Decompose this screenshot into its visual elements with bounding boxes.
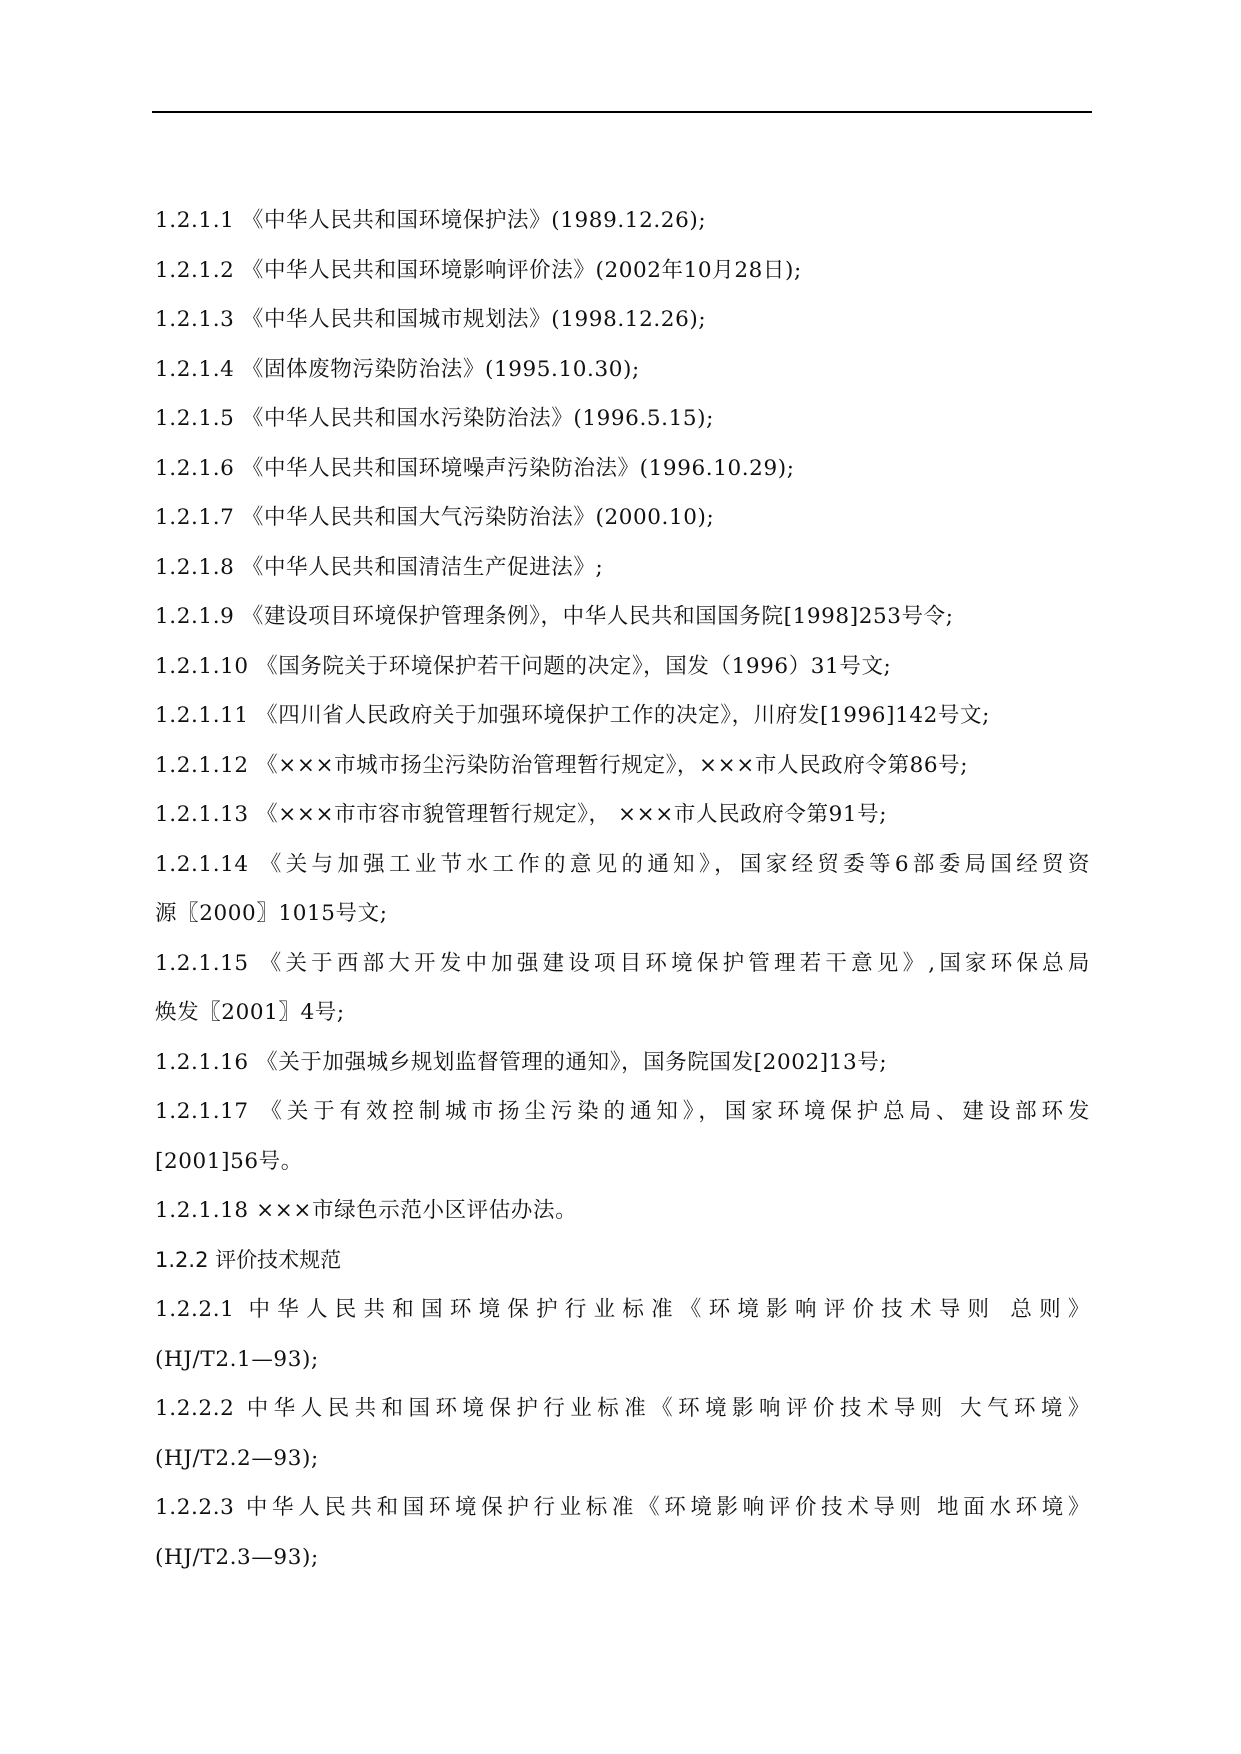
text-line: 1.2.1.12 《×××市城市扬尘污染防治管理暂行规定》，×××市人民政府令第86号; [155,752,969,778]
text-line: 1.2.1.6 《中华人民共和国环境噪声污染防治法》(1996.10.29); [155,455,795,481]
section-heading: 1.2.2 评价技术规范 [155,1247,342,1272]
text-line: (HJ/T2.3—93); [155,1544,319,1570]
text-line: 1.2.2.1 中华人民共和国环境保护行业标准《环境影响评价技术导则 总则》 [155,1297,1090,1322]
text-line: (HJ/T2.1—93); [155,1346,319,1372]
text-line: 1.2.1.5 《中华人民共和国水污染防治法》(1996.5.15); [155,406,714,431]
text-line: 1.2.1.9 《建设项目环境保护管理条例》，中华人民共和国国务院[1998]253号令; [155,604,954,629]
document-body [155,196,1090,1582]
text-line: 1.2.1.1 《中华人民共和国环境保护法》(1989.12.26); [155,208,707,233]
text-line: 1.2.1.3 《中华人民共和国城市规划法》(1998.12.26); [155,307,707,332]
text-line: 1.2.1.18 ×××市绿色示范小区评估办法。 [155,1198,578,1223]
text-line: 1.2.1.2 《中华人民共和国环境影响评价法》(2002年10月28日); [155,257,802,283]
text-line: 1.2.1.11 《四川省人民政府关于加强环境保护工作的决定》，川府发[1996]142号文; [155,703,990,728]
text-line: 源〖2000〗1015号文; [155,901,388,926]
text-line: 1.2.2.2 中华人民共和国环境保护行业标准《环境影响评价技术导则 大气环境》 [155,1396,1090,1421]
text-line: 1.2.1.8 《中华人民共和国清洁生产促进法》; [155,554,604,580]
text-line: (HJ/T2.2—93); [155,1445,319,1471]
text-line: 1.2.1.13 《×××市市容市貌管理暂行规定》， ×××市人民政府令第91号; [155,802,888,827]
text-line: 1.2.1.15 《关于西部大开发中加强建设项目环境保护管理若干意见》,国家环保总局 [155,950,1090,976]
text-line: [2001]56号。 [155,1148,303,1174]
text-line: 1.2.1.16 《关于加强城乡规划监督管理的通知》，国务院国发[2002]13号; [155,1049,888,1075]
text-line: 1.2.1.17 《关于有效控制城市扬尘污染的通知》，国家环境保护总局、建设部环发 [155,1099,1090,1124]
header-rule [152,111,1092,113]
text-line: 1.2.1.7 《中华人民共和国大气污染防治法》(2000.10); [155,505,715,530]
text-line: 1.2.1.4 《固体废物污染防治法》(1995.10.30); [155,356,640,382]
text-line: 1.2.2.3 中华人民共和国环境保护行业标准《环境影响评价技术导则 地面水环境》 [155,1495,1090,1520]
text-line: 1.2.1.10 《国务院关于环境保护若干问题的决定》，国发（1996）31号文; [155,653,892,679]
text-line: 1.2.1.14 《关与加强工业节水工作的意见的通知》，国家经贸委等6部委局国经贸资 [155,851,1090,877]
text-line: 焕发〖2001〗4号; [155,1000,345,1025]
